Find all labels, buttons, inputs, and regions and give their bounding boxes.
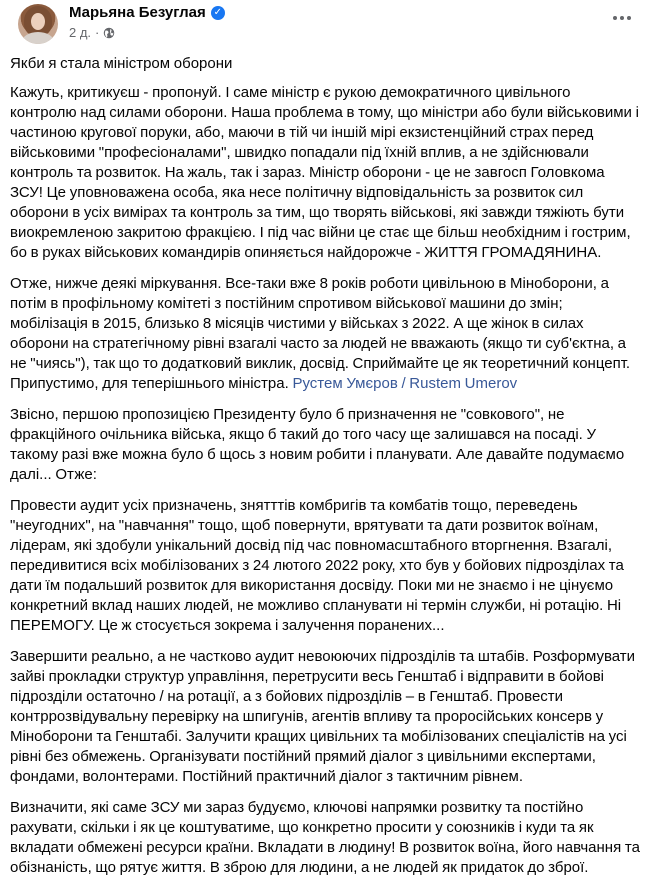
- paragraph-6: Визначити, які саме ЗСУ ми зараз будуємо, ключові напрямки розвитку та постійно рахувати, скільки і як це коштуватиме, що конкретно просити у союзників і куди та як вкладати обмежені ресурси країни. Вкладати в людину! В розвиток воїна, його навчання та обізнаність, що рятує життя. В зброю для людини, а не людей як придаток до зброї.: [10, 799, 640, 876]
- post-header: [10, 0, 640, 50]
- post-body: [10, 54, 640, 878]
- author-name[interactable]: Марьяна Безуглая: [69, 4, 206, 21]
- paragraph-5: Завершити реально, а не частково аудит невоюючих підрозділів та штабів. Розформувати зайві прокладки структур управління, перетрусити весь Генштаб і відправити в бойові підрозділи остаточно / на ротації, а з бойових підрозділів – в Генштаб. Провести контррозвідувальну перевірку на шпигунів, агентів впливу та проросійських консерв у Міноборони та Генштабі. Залучити кращих цивільних та мобілізованих спеціалістів на усі рівні без обмежень. Організувати постійний прямий діалог з цивільними експертами, фондами, волонтерами. Постійний практичний діалог з тактичним рівнем.: [10, 648, 636, 785]
- avatar-face: [31, 13, 45, 30]
- avatar-shoulders: [22, 32, 54, 44]
- author-avatar[interactable]: [18, 4, 58, 44]
- paragraph-2: [10, 274, 640, 394]
- meta-separator: ·: [95, 25, 100, 40]
- verified-badge-icon: ✓: [211, 6, 225, 20]
- paragraph-1: Кажуть, критикуєш - пропонуй. І саме міністр є рукою демократичного цивільного контролю над силами оборони. Наша проблема в тому, що міністри або були військовими і частиною кругової поруки, або, маючи в тій чи іншій мірі екзистенційний страх перед військовими "професіоналами", швидко попадали під їхній вплив, а не здійснювали контроль та розвиток. На жаль, так і зараз. Міністр оборони - це не завгосп Головкома ЗСУ! Це уповноважена особа, яка несе політичну відповідальність за розвиток сил оборони в усіх вимірах та контроль за тим, що творять військові, які завжди тяжіють бути виокремленою закритою фракцією. І під час війни це стає ще більш необхідним і гострим, бо в руках військових командирів опиняється найдорожче - ЖИТТЯ ГРОМАДЯНИНА.: [10, 84, 639, 261]
- post-time[interactable]: 2 д.: [69, 25, 92, 40]
- globe-icon[interactable]: [103, 27, 115, 39]
- more-horizontal-icon[interactable]: [608, 8, 636, 28]
- post-meta: [69, 25, 115, 40]
- paragraph-2-text: Отже, нижче деякі міркування. Все-таки вже 8 років роботи цивільною в Міноборони, а потім в профільному комітеті з постійним спротивом військової машини до змін; мобілізація в 2015, близько 8 місяців чистими у військах з 2022. А ще жінок в силах оборони на стратегічному рівні взагалі часто за людей не вважають (якщо ти суб'єктна, а не "чиясь"), так що то додатковий виклик, досвід. Сприймайте це як теоретичний концепт. Припустимо, для теперішнього міністра.: [10, 275, 631, 392]
- post-title: Якби я стала міністром оборони: [10, 55, 233, 72]
- paragraph-4: Провести аудит усіх призначень, знятттів комбригів та комбатів тощо, переведень "неугодних", на "навчання" тощо, щоб повернути, врятувати та дати розвиток воїнам, лідерам, які здобули унікальний досвід під час повномасштабного вторгнення. Взагалі, передивитися всіх мобілізованих з 24 лютого 2022 року, хто був у бойових підрозділах та дати їм подальший розвиток для використання досвіду. Поки ми не знаємо і не цінуємо конкретний вклад наших людей, не можливо спланувати ні термін служби, ні ротацію. Ні ПЕРЕМОГУ. Це ж стосується зокрема і залучення поранених...: [10, 497, 624, 634]
- paragraph-3: Звісно, першою пропозицією Президенту було б призначення не "совкового", не фракційного очільника війська, якщо б такий до того часу ще залишався на посаді. У такому разі вже можна було б щось з новим робити і планувати. Але давайте подумаємо далі... Отже:: [10, 406, 625, 483]
- mention-link[interactable]: Рустем Умєров / Rustem Umerov: [292, 375, 518, 392]
- author-line: [69, 4, 225, 21]
